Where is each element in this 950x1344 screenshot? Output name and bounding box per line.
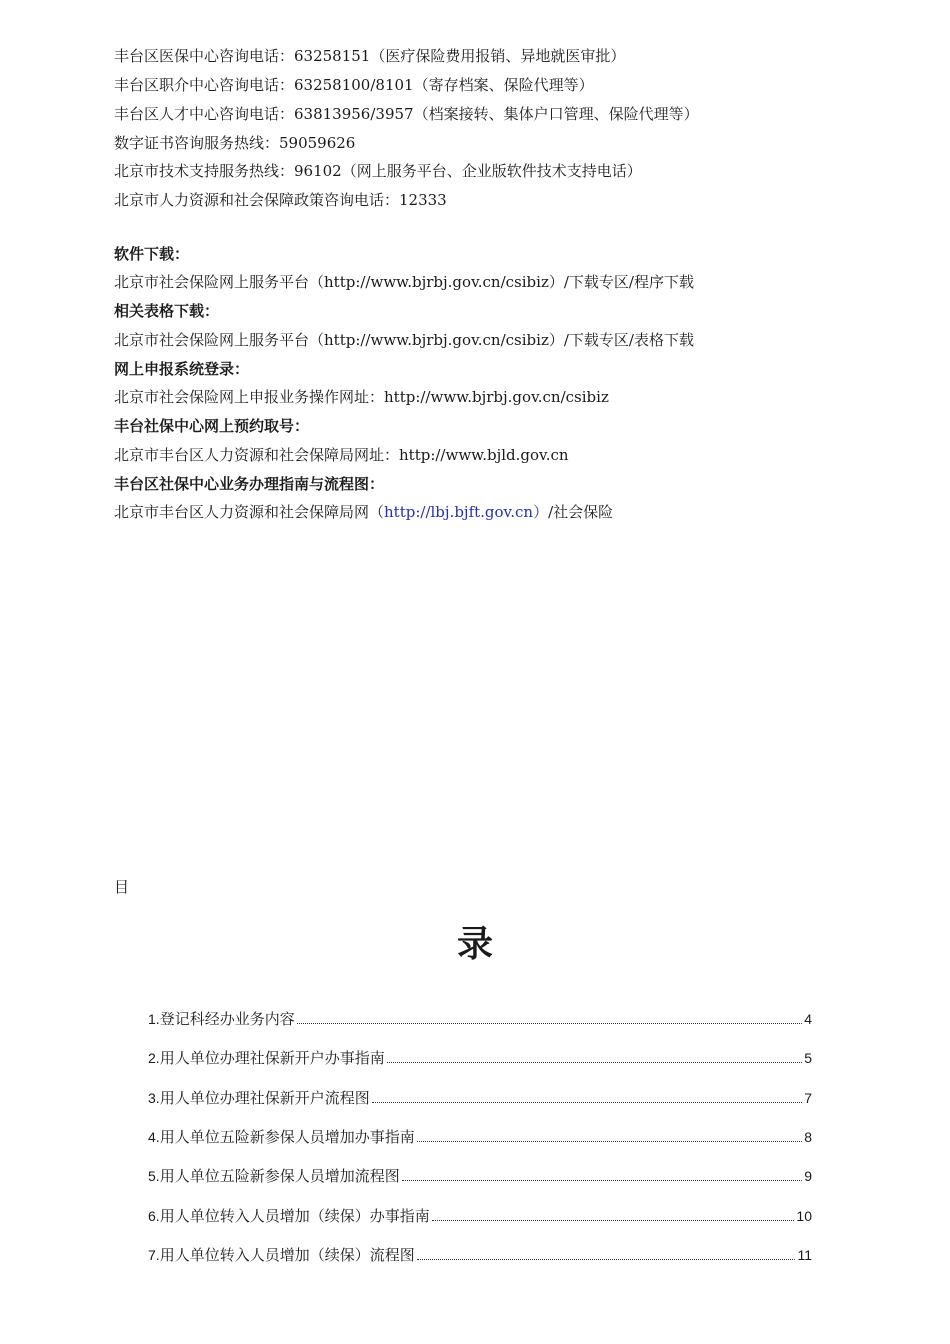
appointment-text: 北京市丰台区人力资源和社会保障局网址：http://www.bjld.gov.cn	[114, 446, 569, 464]
toc-entry[interactable]	[148, 1048, 812, 1068]
toc-heading-small: 目	[114, 878, 130, 896]
toc-leader-dots	[417, 1141, 803, 1142]
toc-entry-text: 用人单位五险新参保人员增加办事指南	[159, 1128, 415, 1146]
toc-leader-dots	[372, 1102, 803, 1103]
toc-entry-title	[148, 1088, 370, 1108]
contact-line: 数字证书咨询服务热线：59059626	[114, 134, 356, 152]
toc-entry-number: 5.	[148, 1168, 160, 1184]
toc-entry-number: 3.	[148, 1090, 160, 1106]
contact-line: 丰台区职介中心咨询电话：63258100/8101（寄存档案、保险代理等）	[114, 76, 594, 94]
toc-entry[interactable]	[148, 1009, 812, 1029]
contact-line: 丰台区人才中心咨询电话：63813956/3957（档案接转、集体户口管理、保险代理等）	[114, 105, 699, 123]
toc-entry-number: 2.	[148, 1050, 160, 1066]
guide-heading: 丰台区社保中心业务办理指南与流程图：	[114, 475, 385, 493]
toc-entry[interactable]	[148, 1088, 812, 1108]
online-login-heading: 网上申报系统登录：	[114, 360, 250, 378]
toc-entry-page: 8	[804, 1129, 812, 1145]
toc-entry-number: 7.	[148, 1247, 160, 1263]
toc-entry-page: 9	[804, 1168, 812, 1184]
toc-entry-title	[148, 1166, 400, 1186]
toc-entry[interactable]	[148, 1245, 812, 1265]
toc-entry-page: 10	[796, 1208, 812, 1224]
toc-entry-page: 11	[797, 1247, 812, 1263]
toc-leader-dots	[417, 1259, 796, 1260]
toc-entry[interactable]	[148, 1166, 812, 1186]
toc-leader-dots	[387, 1062, 803, 1063]
contact-line: 北京市人力资源和社会保障政策咨询电话：12333	[114, 191, 447, 209]
toc-leader-dots	[297, 1023, 803, 1024]
toc-entry-page: 4	[804, 1011, 812, 1027]
toc-entry-number: 1.	[148, 1011, 160, 1027]
toc-leader-dots	[402, 1180, 803, 1181]
contact-line: 北京市技术支持服务热线：96102（网上服务平台、企业版软件技术支持电话）	[114, 162, 642, 180]
toc-entry-text: 用人单位转入人员增加（续保）办事指南	[159, 1207, 430, 1225]
toc-entry-number: 6.	[148, 1208, 160, 1224]
toc-entry-title	[148, 1048, 385, 1068]
toc-entry-page: 7	[804, 1090, 812, 1106]
toc-entry[interactable]	[148, 1127, 812, 1147]
appointment-heading: 丰台社保中心网上预约取号：	[114, 417, 310, 435]
software-heading: 软件下载：	[114, 245, 190, 263]
toc-entry-title	[148, 1206, 430, 1226]
toc-entry-text: 登记科经办业务内容	[159, 1010, 295, 1028]
toc-entry-page: 5	[804, 1050, 812, 1066]
guide-suffix: /社会保险	[548, 503, 614, 521]
toc-entry-title	[148, 1245, 415, 1265]
guide-text	[114, 502, 613, 522]
toc-entry-text: 用人单位转入人员增加（续保）流程图	[159, 1246, 415, 1264]
forms-heading: 相关表格下载：	[114, 302, 220, 320]
guide-prefix: 北京市丰台区人力资源和社会保障局网（	[114, 503, 385, 521]
toc-entry-title	[148, 1009, 295, 1029]
software-text: 北京市社会保险网上服务平台（http://www.bjrbj.gov.cn/csibiz）/下载专区/程序下载	[114, 273, 694, 291]
online-login-text: 北京市社会保险网上申报业务操作网址：http://www.bjrbj.gov.cn/csibiz	[114, 388, 609, 406]
guide-link[interactable]: http://lbj.bjft.gov.cn）	[384, 503, 549, 521]
toc-leader-dots	[432, 1220, 795, 1221]
toc-entry-text: 用人单位办理社保新开户流程图	[159, 1089, 370, 1107]
toc-heading: 录	[456, 923, 493, 965]
toc-entry-text: 用人单位五险新参保人员增加流程图	[159, 1167, 400, 1185]
toc-entry-title	[148, 1127, 415, 1147]
contact-line: 丰台区医保中心咨询电话：63258151（医疗保险费用报销、异地就医审批）	[114, 47, 626, 65]
toc-entry-number: 4.	[148, 1129, 160, 1145]
toc-entry[interactable]	[148, 1206, 812, 1226]
forms-text: 北京市社会保险网上服务平台（http://www.bjrbj.gov.cn/csibiz）/下载专区/表格下载	[114, 331, 694, 349]
toc-entry-text: 用人单位办理社保新开户办事指南	[159, 1049, 385, 1067]
